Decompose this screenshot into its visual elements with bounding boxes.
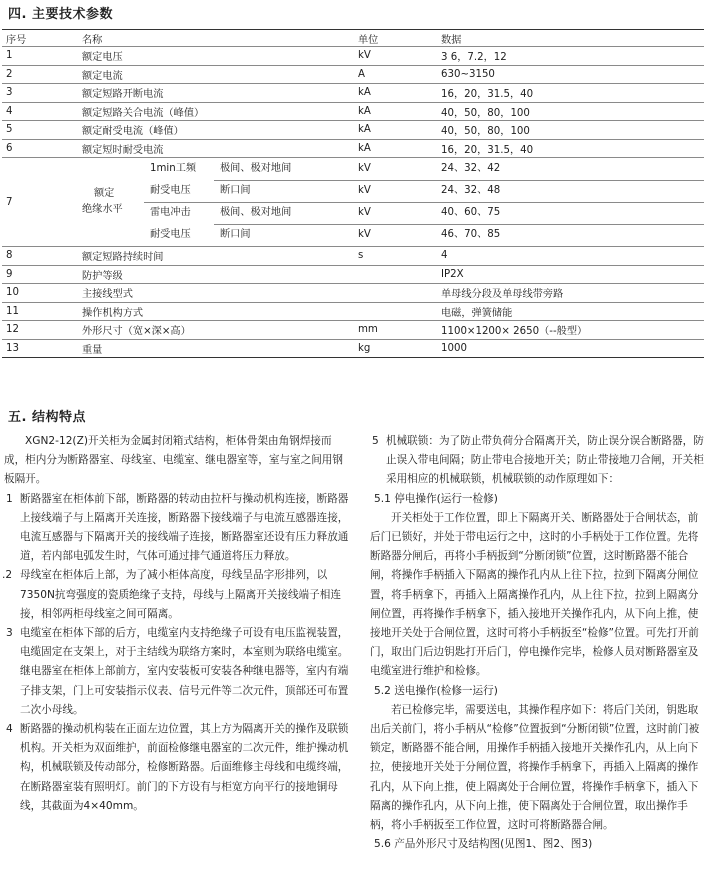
impulse-label-2: 耐受电压 — [150, 229, 191, 240]
sub-data: 40、60、75 — [441, 207, 501, 218]
parameters-table — [2, 29, 704, 358]
table-row — [2, 284, 704, 303]
table-row — [2, 47, 704, 66]
row-name: 额定短路开断电流 — [78, 84, 354, 103]
item-number: 4 — [6, 723, 13, 736]
row-data: 4 — [437, 247, 704, 266]
row-no: 9 — [2, 265, 78, 284]
table-row — [2, 65, 704, 84]
insulation-data-cell — [437, 158, 704, 247]
row-no: 3 — [2, 84, 78, 103]
row-data: 电磁，弹簧储能 — [437, 302, 704, 321]
table-row — [2, 121, 704, 140]
row-data: 630~3150 — [437, 65, 704, 84]
list-item — [4, 624, 350, 720]
row-unit: kA — [354, 121, 437, 140]
left-column — [4, 432, 350, 816]
sub-data: 46、70、85 — [441, 229, 501, 240]
intro-paragraph: XGN2-12(Z)开关柜为金属封闭箱式结构，柜体骨架由角钢焊接而成，柜内分为断路器室、母线室、电缆室、继电器室等，室与室之间用钢板隔开。 — [4, 435, 343, 486]
table-header-row — [2, 30, 704, 47]
row-unit: kA — [354, 84, 437, 103]
list-item — [370, 432, 704, 490]
item-number: .2 — [2, 569, 13, 582]
row-unit — [354, 302, 437, 321]
subsection-5-2-text: 若已检修完毕，需要送电，其操作程序如下：将后门关闭，钥匙取出后关前门，将小手柄从“检修”位置扳到“分断闭锁”位置，这时前门被锁定，断路器不能合闸，用操作手柄插入接地开关操作孔内，从上向下拉，使接地开关处于分闸位置，将操作手柄拿下，再插入上隔离的操作孔内，从下向上推，使上隔离处于合闸位置，将操作手柄拿下，插入下隔离的操作孔内，从下向上推，使下隔离处于合闸位置，取出操作手柄，将小手柄扳至工作位置，这时可将断路器合闸。 — [370, 703, 700, 832]
row-no: 1 — [2, 47, 78, 66]
header-no: 序号 — [2, 30, 78, 47]
row-name: 主接线型式 — [78, 284, 354, 303]
row-unit: kg — [354, 339, 437, 358]
sub-unit: kV — [358, 163, 371, 174]
sub-label: 极间、极对地间 — [220, 207, 292, 218]
insulation-name-cell — [78, 158, 354, 247]
sub-data: 24、32、42 — [441, 163, 501, 174]
row-name: 额定短路关合电流（峰值） — [78, 102, 354, 121]
table-row — [2, 302, 704, 321]
item-text: 电缆室在柜体下部的后方，电缆室内支持绝缘子可设有电压监视装置，电缆固定在支架上，对于主结线为联络方案时，本室则为联络电缆室。继电器室在柜体上部前方，室内安装板可安装各种继电器等，室内有端子排支架，门上可安装指示仪表、信号元件等二次元件，顶部还可布置二次小母线。 — [20, 627, 349, 716]
list-item — [4, 566, 350, 624]
row-unit — [354, 265, 437, 284]
subsection-5-1-text: 开关柜处于工作位置，即上下隔离开关、断路器处于合闸状态，前后门已锁好，并处于带电运行之中，这时的小手柄处于工作位置。先将断路器分闸后，再将小手柄扳到“分断闭锁”位置，这时断路器不能合闸，将操作手柄插入下隔离的操作孔内从上往下拉，拉到下隔离分闸位置，将手柄拿下，再插入上隔离操作孔内，从上往下拉，拉到上隔离分闸位置，再将操作手柄拿下，插入接地开关操作孔内，从下向上推，使接地开关处于合闸位置，这时可将小手柄扳至“检修”位置。可先打开前门，取出门后边钥匙打开后门，停电操作完毕，检修人员对断路器室及电缆室进行维护和检修。 — [370, 511, 699, 678]
table-row — [2, 339, 704, 358]
subsection-5-2-title: 5.2 送电操作(检修一运行) — [374, 684, 498, 697]
row-unit: kA — [354, 102, 437, 121]
sub-label: 断口间 — [220, 229, 251, 240]
item-number: 5 — [372, 435, 379, 447]
row-no: 11 — [2, 302, 78, 321]
row-unit: mm — [354, 321, 437, 340]
row-name: 额定电压 — [78, 47, 354, 66]
list-item — [4, 720, 350, 816]
header-data: 数据 — [437, 30, 704, 47]
sub-unit: kV — [358, 229, 371, 240]
insulation-main-line1: 额定 — [94, 188, 115, 199]
row-no: 12 — [2, 321, 78, 340]
item-text: 断路器室在柜体前下部，断路器的转动由拉杆与操动机构连接，断路器上接线端子与上隔离开关连接，断路器下接线端子与电流互感器连接，电流互感器与下隔离开关的接线端子连接，断路器室还设有压力释放通道，若内部电弧发生时，气体可通过排气通道将压力释放。 — [20, 492, 349, 563]
table-row — [2, 247, 704, 266]
power-freq-label-1: 1min工频 — [150, 163, 197, 174]
impulse-label-1: 雷电冲击 — [150, 207, 191, 218]
item-text: 断路器的操动机构装在正面左边位置，其上方为隔离开关的操作及联锁机构。开关柜为双面维护，前面检修继电器室的二次元件，维护操动机构，机械联锁及传动部分，检修断路器。后面维修主母线和电缆终端，在断路器室装有照明灯。前门的下方设有与柜宽方向平行的接地铜母线，其截面为4×40mm。 — [20, 723, 349, 812]
row-data: 3 6，7.2，12 — [437, 47, 704, 66]
row-no: 7 — [2, 158, 78, 247]
row-name: 重量 — [78, 339, 354, 358]
sub-data: 24、32、48 — [441, 185, 501, 196]
sub-label: 极间、极对地间 — [220, 163, 292, 174]
row-data: 16，20，31.5，40 — [437, 139, 704, 158]
table-row — [2, 265, 704, 284]
right-column — [370, 432, 704, 854]
row-data: 单母线分段及单母线带旁路 — [437, 284, 704, 303]
row-name: 操作机构方式 — [78, 302, 354, 321]
row-data: 40，50，80，100 — [437, 121, 704, 140]
row-no: 8 — [2, 247, 78, 266]
row-no: 4 — [2, 102, 78, 121]
power-freq-label-2: 耐受电压 — [150, 185, 191, 196]
insulation-unit-cell — [354, 158, 437, 247]
sub-unit: kV — [358, 207, 371, 218]
row-data: 16，20，31.5，40 — [437, 84, 704, 103]
item-text: 机械联锁：为了防止带负荷分合隔离开关，防止误分误合断路器，防止误入带电间隔；防止带电合接地开关；防止带接地刀合闸，开关柜采用相应的机械联锁，机械联锁的动作原理如下： — [386, 435, 704, 486]
row-name: 外形尺寸（宽×深×高） — [78, 321, 354, 340]
item-number: 3 — [6, 627, 13, 640]
item-number: 1 — [6, 492, 13, 505]
row-unit: A — [354, 65, 437, 84]
row-data: 1100×1200× 2650（--般型） — [437, 321, 704, 340]
row-unit — [354, 284, 437, 303]
insulation-main-line2: 绝缘水平 — [82, 204, 123, 215]
row-no: 2 — [2, 65, 78, 84]
item-text: 母线室在柜体后上部，为了减小柜体高度，母线呈品字形排列，以7350N抗弯强度的瓷质绝缘子支持，母线与上隔离开关接线端子相连接，相邻两柜母线室之间可隔离。 — [20, 569, 341, 620]
row-data: 1000 — [437, 339, 704, 358]
row-no: 6 — [2, 139, 78, 158]
section-5-title: 五. 结构特点 — [8, 410, 86, 425]
section-4-title: 四. 主要技术参数 — [8, 7, 113, 22]
table-row — [2, 139, 704, 158]
table-row — [2, 84, 704, 103]
table-row — [2, 321, 704, 340]
insulation-main-label — [82, 186, 123, 218]
row-name: 额定短路持续时间 — [78, 247, 354, 266]
row-unit: s — [354, 247, 437, 266]
table-row — [2, 102, 704, 121]
subsection-5-6-title: 5.6 产品外形尺寸及结构图(见图1、图2、图3) — [374, 838, 593, 851]
row-name: 额定短时耐受电流 — [78, 139, 354, 158]
row-name: 防护等级 — [78, 265, 354, 284]
sub-label: 断口间 — [220, 185, 251, 196]
list-item — [4, 490, 350, 567]
row-name: 额定电流 — [78, 65, 354, 84]
insulation-row — [2, 158, 704, 247]
header-unit: 单位 — [354, 30, 437, 47]
row-unit: kV — [354, 47, 437, 66]
row-no: 13 — [2, 339, 78, 358]
header-name: 名称 — [78, 30, 354, 47]
row-data: IP2X — [437, 265, 704, 284]
row-name: 额定耐受电流（峰值） — [78, 121, 354, 140]
row-unit: kA — [354, 139, 437, 158]
row-no: 5 — [2, 121, 78, 140]
sub-unit: kV — [358, 185, 371, 196]
row-data: 40，50，80，100 — [437, 102, 704, 121]
row-no: 10 — [2, 284, 78, 303]
subsection-5-1-title: 5.1 停电操作(运行一检修) — [374, 492, 498, 505]
